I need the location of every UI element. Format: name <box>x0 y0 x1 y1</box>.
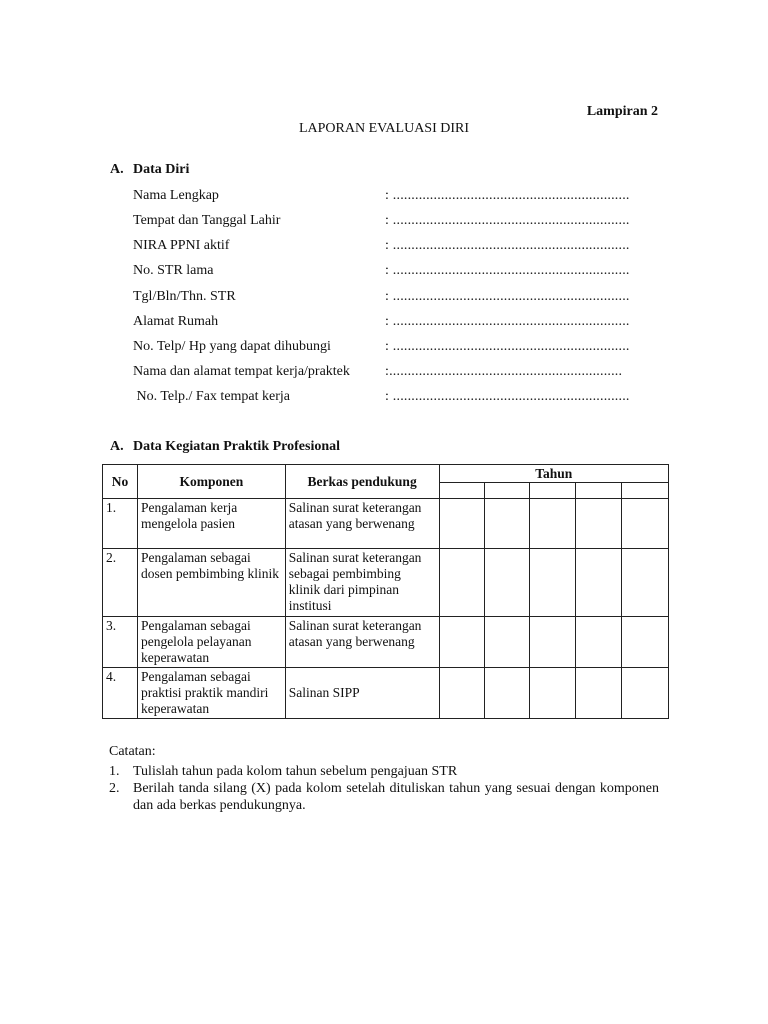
row-berkas: Salinan surat keterangan atasan yang berwenang <box>285 499 439 549</box>
row-no: 2. <box>103 549 138 617</box>
section-letter: A. <box>110 162 124 177</box>
mark-cell[interactable] <box>439 499 485 549</box>
row-berkas: Salinan surat keterangan atasan yang berwenang <box>285 617 439 668</box>
note-item <box>109 780 659 814</box>
mark-cell[interactable] <box>576 499 622 549</box>
field-label: Tempat dan Tanggal Lahir <box>133 213 281 228</box>
header-tahun: Tahun <box>439 465 669 483</box>
header-berkas: Berkas pendukung <box>285 465 439 499</box>
field-label: No. STR lama <box>133 263 214 278</box>
section-kegiatan-heading <box>110 439 340 455</box>
year-cell[interactable] <box>622 483 669 499</box>
field-label: Nama dan alamat tempat kerja/praktek <box>133 364 350 379</box>
field-label: NIRA PPNI aktif <box>133 238 230 253</box>
mark-cell[interactable] <box>622 549 669 617</box>
mark-cell[interactable] <box>439 549 485 617</box>
row-no: 4. <box>103 668 138 719</box>
field-value-blank: : ................................................................ <box>385 389 630 404</box>
mark-cell[interactable] <box>485 617 530 668</box>
row-komponen: Pengalaman sebagai pengelola pelayanan keperawatan <box>137 617 285 668</box>
section-letter: A. <box>110 439 124 454</box>
section-data-diri-heading <box>110 162 189 178</box>
field-label: Alamat Rumah <box>133 314 219 329</box>
mark-cell[interactable] <box>485 549 530 617</box>
field-value-blank: : ................................................................ <box>385 188 630 203</box>
table-row <box>103 499 669 549</box>
mark-cell[interactable] <box>530 549 576 617</box>
note-item <box>109 763 659 780</box>
header-komponen: Komponen <box>137 465 285 499</box>
notes-title: Catatan: <box>109 744 156 759</box>
field-value-blank: : ................................................................ <box>385 339 630 354</box>
mark-cell[interactable] <box>576 617 622 668</box>
header-no: No <box>103 465 138 499</box>
field-label: No. Telp./ Fax tempat kerja <box>133 389 291 404</box>
mark-cell[interactable] <box>622 617 669 668</box>
appendix-label: Lampiran 2 <box>586 104 658 119</box>
mark-cell[interactable] <box>485 499 530 549</box>
mark-cell[interactable] <box>530 668 576 719</box>
row-komponen: Pengalaman sebagai praktisi praktik mandiri keperawatan <box>137 668 285 719</box>
field-value-blank: : ................................................................ <box>385 238 630 253</box>
field-label: Tgl/Bln/Thn. STR <box>133 289 236 304</box>
year-cell[interactable] <box>439 483 485 499</box>
mark-cell[interactable] <box>576 668 622 719</box>
year-cell[interactable] <box>485 483 530 499</box>
field-value-blank: : ................................................................ <box>385 289 630 304</box>
row-berkas: Salinan SIPP <box>285 668 439 719</box>
table-row <box>103 549 669 617</box>
note-number: 2. <box>109 781 120 796</box>
year-cell[interactable] <box>576 483 622 499</box>
field-label: Nama Lengkap <box>133 188 219 203</box>
mark-cell[interactable] <box>530 617 576 668</box>
mark-cell[interactable] <box>439 617 485 668</box>
field-value-blank: : ................................................................ <box>385 263 630 278</box>
mark-cell[interactable] <box>622 668 669 719</box>
table-row <box>103 668 669 719</box>
field-value-blank: :............................................................... <box>385 364 623 379</box>
field-value-blank: : ................................................................ <box>385 213 630 228</box>
row-komponen: Pengalaman sebagai dosen pembimbing klinik <box>137 549 285 617</box>
row-komponen: Pengalaman kerja mengelola pasien <box>137 499 285 549</box>
mark-cell[interactable] <box>530 499 576 549</box>
row-no: 3. <box>103 617 138 668</box>
year-cell[interactable] <box>530 483 576 499</box>
table-row <box>103 617 669 668</box>
document-title: LAPORAN EVALUASI DIRI <box>298 121 470 136</box>
section-title: Data Diri <box>133 162 190 177</box>
note-text: Berilah tanda silang (X) pada kolom setelah dituliskan tahun yang sesuai dengan komponen dan ada berkas pendukungnya. <box>133 781 659 813</box>
row-no: 1. <box>103 499 138 549</box>
row-berkas: Salinan surat keterangan sebagai pembimbing klinik dari pimpinan institusi <box>285 549 439 617</box>
field-value-blank: : ................................................................ <box>385 314 630 329</box>
mark-cell[interactable] <box>485 668 530 719</box>
activity-table <box>102 464 669 719</box>
mark-cell[interactable] <box>576 549 622 617</box>
mark-cell[interactable] <box>439 668 485 719</box>
section-title: Data Kegiatan Praktik Profesional <box>133 439 341 454</box>
mark-cell[interactable] <box>622 499 669 549</box>
note-number: 1. <box>109 764 120 779</box>
note-text: Tulislah tahun pada kolom tahun sebelum pengajuan STR <box>133 764 458 779</box>
field-label: No. Telp/ Hp yang dapat dihubungi <box>133 339 331 354</box>
